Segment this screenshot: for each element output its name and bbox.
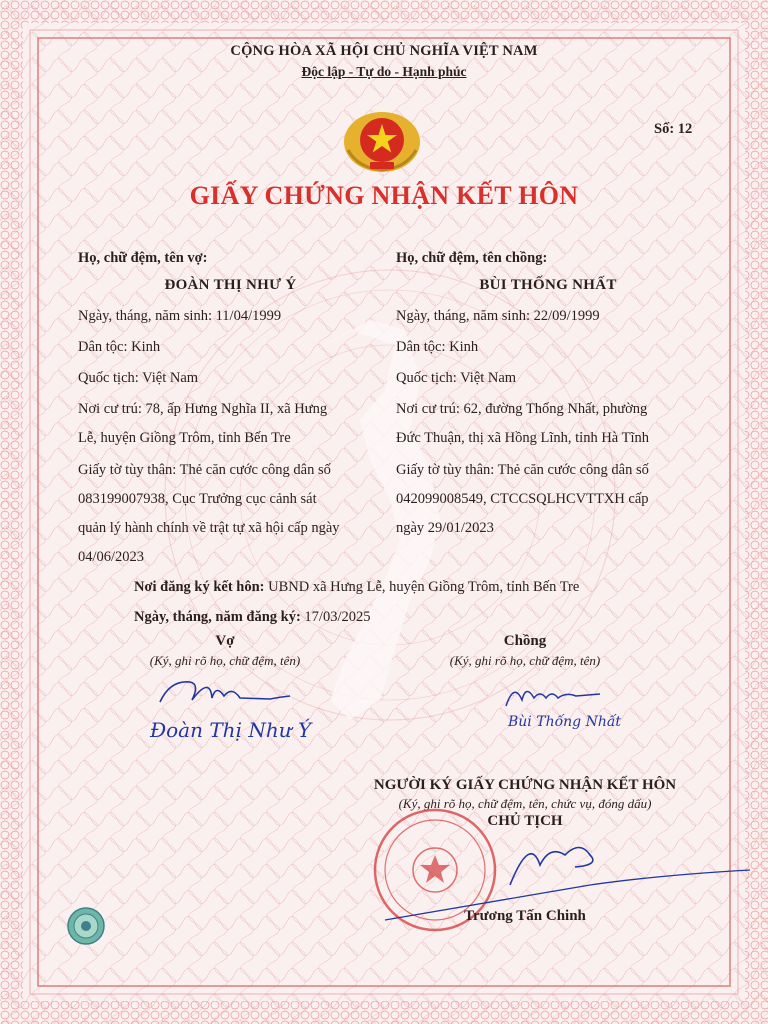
wife-ethnicity: Dân tộc: Kinh <box>78 339 161 355</box>
wife-heading: Họ, chữ đệm, tên vợ: <box>78 250 208 266</box>
husband-id-line: 042099008549, CTCCSQLHCVTTXH cấp <box>396 491 649 507</box>
wife-name: ĐOÀN THỊ NHƯ Ý <box>164 277 297 293</box>
certificate-number: Số: 12 <box>654 121 693 137</box>
husband-id-line: ngày 29/01/2023 <box>396 520 494 536</box>
wife-id-document <box>78 456 384 572</box>
husband-dob: Ngày, tháng, năm sinh: 22/09/1999 <box>396 308 600 324</box>
country-name: CỘNG HÒA XÃ HỘI CHỦ NGHĨA VIỆT NAM <box>230 43 538 59</box>
husband-residence-line: Đức Thuận, thị xã Hồng Lĩnh, tỉnh Hà Tĩnh <box>396 430 649 446</box>
husband-id-document <box>396 456 696 543</box>
wife-signature-scribble <box>150 672 300 712</box>
husband-signature-scribble <box>500 678 610 712</box>
registration-date-value: 17/03/2025 <box>300 609 371 625</box>
husband-ethnicity: Dân tộc: Kinh <box>396 339 479 355</box>
registration-date-label: Ngày, tháng, năm đăng ký: <box>134 609 301 625</box>
husband-residence <box>396 395 696 453</box>
wife-dob: Ngày, tháng, năm sinh: 11/04/1999 <box>78 308 282 324</box>
wife-residence <box>78 395 384 453</box>
husband-residence-line: Nơi cư trú: 62, đường Thống Nhất, phường <box>396 401 648 417</box>
wife-id-line: 083199007938, Cục Trưởng cục cảnh sát <box>78 491 317 507</box>
wife-nationality: Quốc tịch: Việt Nam <box>78 370 199 386</box>
husband-name: BÙI THỐNG NHẤT <box>479 277 617 293</box>
official-title: NGƯỜI KÝ GIẤY CHỨNG NHẬN KẾT HÔN <box>373 777 677 793</box>
hologram-seal-icon <box>66 906 106 946</box>
registration-date <box>134 603 370 632</box>
registration-place-value: UBND xã Hưng Lễ, huyện Giồng Trôm, tỉnh Bến Tre <box>264 579 580 595</box>
wife-id-line: quản lý hành chính về trật tự xã hội cấp ngày <box>78 520 340 536</box>
official-position: CHỦ TỊCH <box>487 813 563 829</box>
certificate-title: GIẤY CHỨNG NHẬN KẾT HÔN <box>189 181 579 210</box>
official-note: (Ký, ghi rõ họ, chữ đệm, tên, chức vụ, đóng dấu) <box>398 796 652 811</box>
national-emblem-icon <box>340 110 424 174</box>
husband-handwritten-name: Bùi Thống Nhất <box>508 714 622 730</box>
husband-signature-label: Chồng <box>503 633 547 649</box>
wife-handwritten-name: Đoàn Thị Như Ý <box>150 718 312 742</box>
wife-id-line: 04/06/2023 <box>78 549 145 565</box>
registration-place-label: Nơi đăng ký kết hôn: <box>134 579 265 595</box>
husband-nationality: Quốc tịch: Việt Nam <box>396 370 517 386</box>
wife-id-line: Giấy tờ tùy thân: Thẻ căn cước công dân số <box>78 462 331 478</box>
wife-residence-line: Nơi cư trú: 78, ấp Hưng Nghĩa II, xã Hưng <box>78 401 328 417</box>
wife-signature-note: (Ký, ghi rõ họ, chữ đệm, tên) <box>149 653 301 668</box>
husband-id-line: Giấy tờ tùy thân: Thẻ căn cước công dân số <box>396 462 649 478</box>
husband-heading: Họ, chữ đệm, tên chồng: <box>396 250 548 266</box>
wife-signature-label: Vợ <box>215 633 235 649</box>
registration-place <box>134 573 579 602</box>
national-motto: Độc lập - Tự do - Hạnh phúc <box>301 64 467 79</box>
husband-signature-note: (Ký, ghi rõ họ, chữ đệm, tên) <box>449 653 601 668</box>
wife-residence-line: Lễ, huyện Giồng Trôm, tỉnh Bến Tre <box>78 430 291 446</box>
official-name: Trương Tấn Chinh <box>464 908 586 924</box>
